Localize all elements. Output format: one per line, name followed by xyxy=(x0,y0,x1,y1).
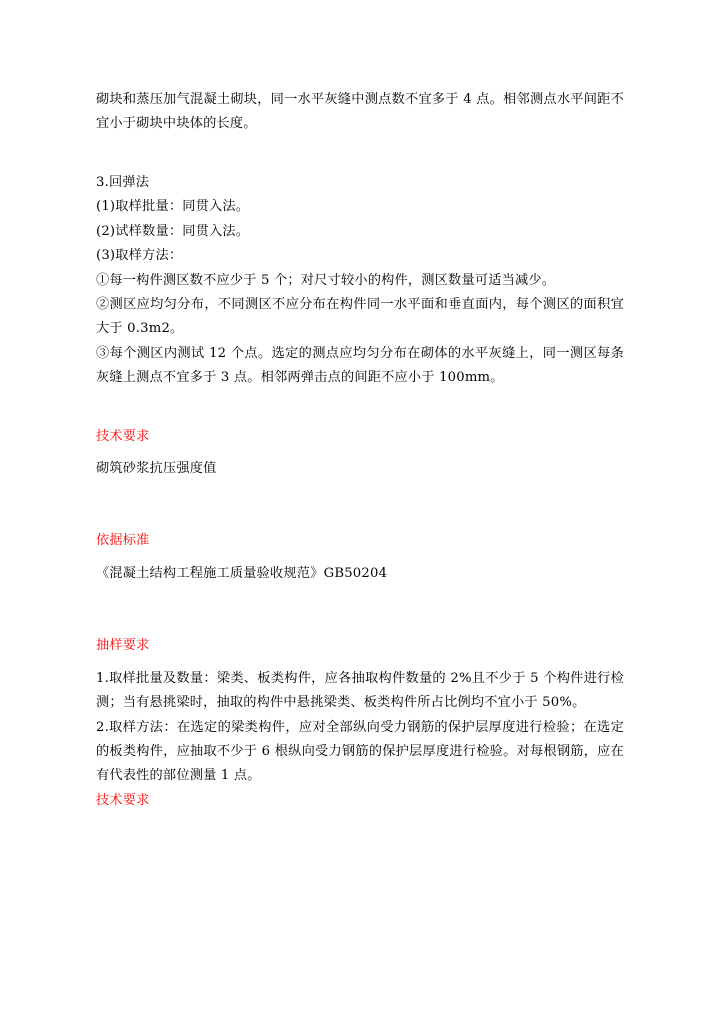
method-title: 3.回弹法 xyxy=(96,174,150,190)
section-heading-technical-requirement-2: 技术要求 xyxy=(96,792,150,808)
method-item-2: (2)试样数量：同贯入法。 xyxy=(96,223,250,239)
spacer xyxy=(96,137,624,171)
intro-paragraph: 砌块和蒸压加气混凝土砌块，同一水平灰缝中测点数不宜多于 4 点。相邻测点水平间距不宜小于砌块中块体的长度。 xyxy=(96,92,624,132)
spacer xyxy=(96,449,624,457)
method-item-6: ③每个测区内测试 12 个点。选定的测点应均匀分布在砌体的水平灰缝上，同一测区每条灰缝上测点不宜多于 3 点。相邻两弹击点的间距不应小于 100mm。 xyxy=(96,345,624,386)
method-item-5: ②测区应均匀分布，不同测区不应分布在构件同一水平面和垂直面内，每个测区的面积宜大于 0.3m2。 xyxy=(96,296,624,337)
section-body-sampling-2: 2.取样方法：在选定的梁类构件，应对全部纵向受力钢筋的保护层厚度进行检验；在选定的板类构件，应抽取不少于 6 根纵向受力钢筋的保护层厚度进行检验。对每根钢筋，应在有代表性的部位测量 1 点。 xyxy=(96,719,624,784)
spacer xyxy=(96,586,624,634)
section-heading-sampling: 抽样要求 xyxy=(96,638,150,654)
section-heading-technical-requirement-1: 技术要求 xyxy=(96,428,150,444)
spacer xyxy=(96,391,624,425)
spacer xyxy=(96,659,624,667)
spacer xyxy=(96,554,624,562)
method-item-1: (1)取样批量：同贯入法。 xyxy=(96,199,250,215)
section-body-sampling-1: 1.取样批量及数量：梁类、板类构件，应各抽取构件数量的 2%且不少于 5 个构件进行检测；当有悬挑梁时，抽取的构件中悬挑梁类、板类构件所占比例均不宜小于 50%。 xyxy=(96,670,624,711)
spacer xyxy=(96,481,624,529)
section-heading-standard: 依据标准 xyxy=(96,533,150,549)
section-body-standard: 《混凝土结构工程施工质量验收规范》GB50204 xyxy=(96,565,388,581)
section-body-technical-requirement-1: 砌筑砂浆抗压强度值 xyxy=(96,461,217,477)
method-item-4: ①每一构件测区数不应少于 5 个；对尺寸较小的构件，测区数量可适当减少。 xyxy=(96,272,556,288)
method-item-3: (3)取样方法： xyxy=(96,248,183,264)
